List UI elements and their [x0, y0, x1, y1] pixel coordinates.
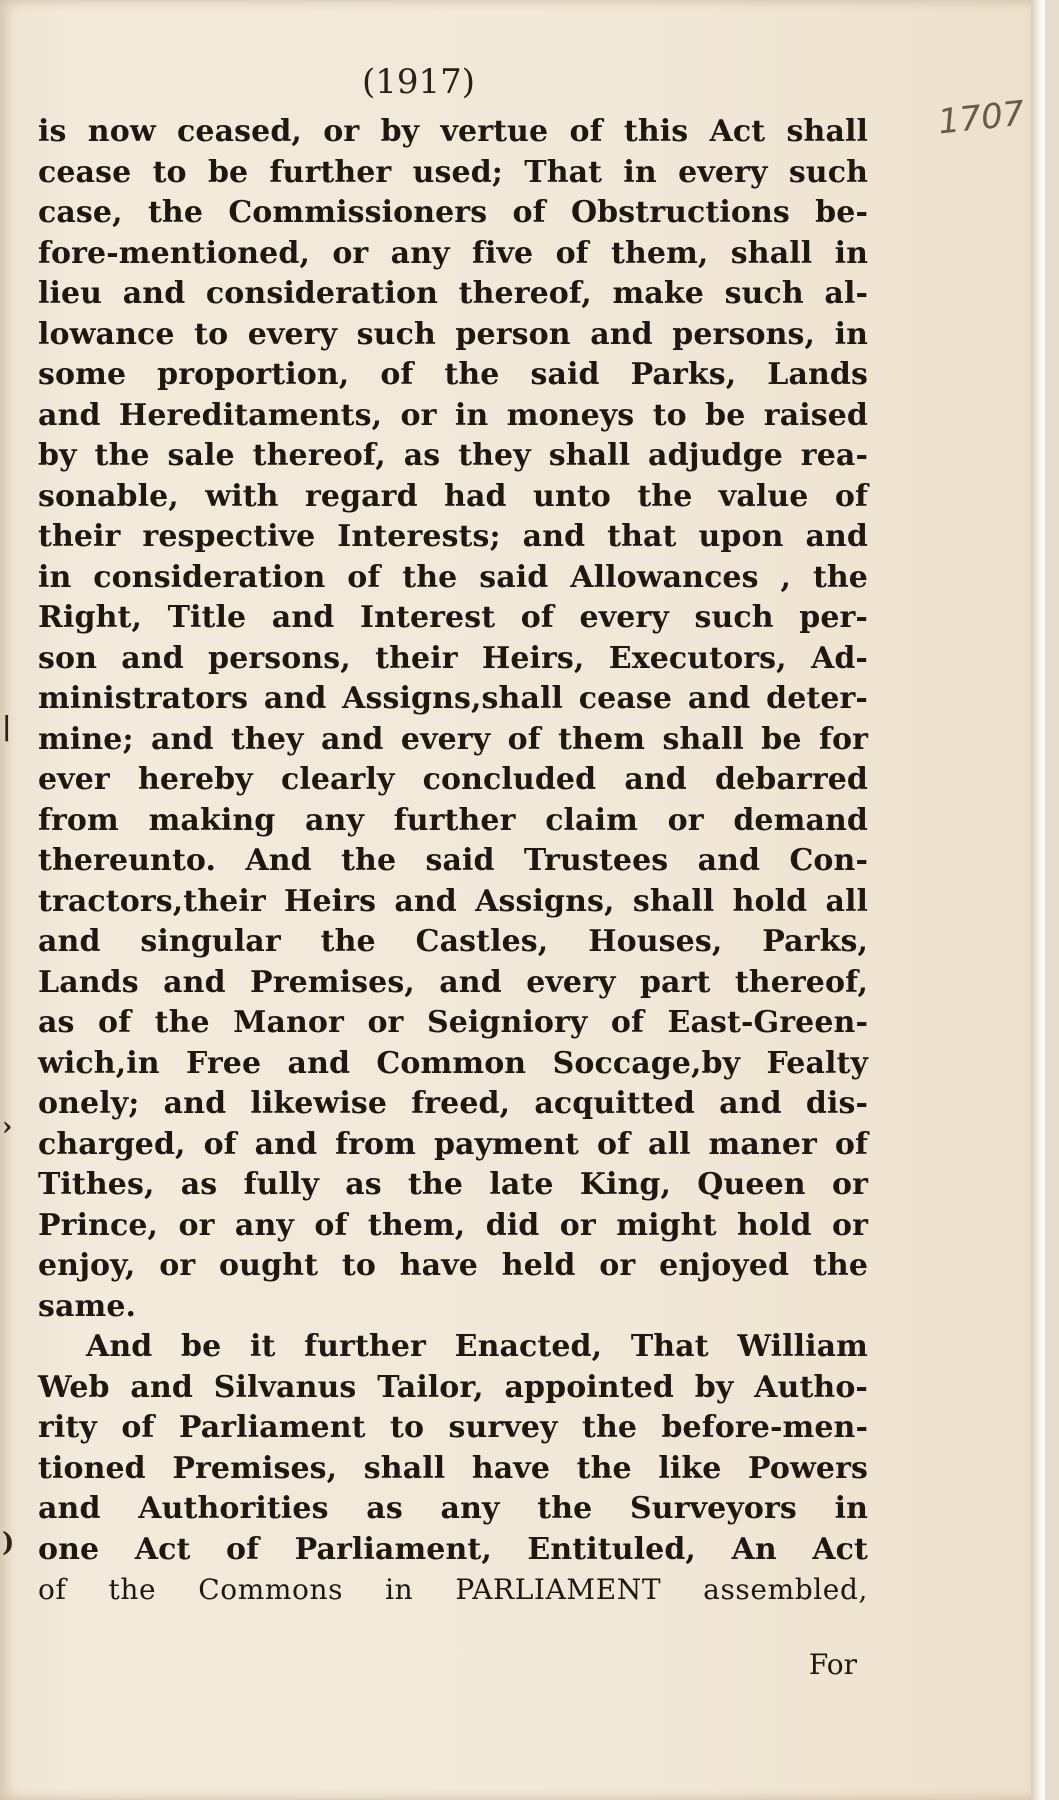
catchword: For — [808, 1648, 857, 1681]
text-line: charged, of and from payment of all maner of — [38, 1126, 868, 1162]
text-line: case, the Commissioners of Obstructions be- — [38, 195, 868, 230]
text-line: rity of Parliament to survey the before-men- — [38, 1410, 868, 1445]
page-number: (1917) — [362, 62, 476, 102]
text-line: is now ceased, or by vertue of this Act shall — [38, 114, 868, 149]
text-line: And be it further Enacted, That William — [86, 1329, 868, 1364]
text-line: mine; and they and every of them shall be for — [38, 721, 868, 757]
text-line: thereunto. And the said Trustees and Con- — [38, 843, 868, 878]
text-line: enjoy, or ought to have held or enjoyed the — [38, 1248, 868, 1283]
text-line: as of the Manor or Seigniory of East-Green- — [38, 1005, 868, 1040]
margin-mark: | — [2, 712, 12, 742]
text-line: onely; and likewise freed, acquitted and dis- — [38, 1086, 868, 1121]
text-line: tioned Premises, shall have the like Powers — [38, 1450, 868, 1486]
text-line: ever hereby clearly concluded and debarred — [38, 762, 868, 797]
text-line: sonable, with regard had unto the value of — [38, 478, 868, 514]
handwritten-annotation: 1707 — [936, 93, 1027, 143]
text-line: some proportion, of the said Parks, Lands — [38, 357, 868, 392]
text-line: in consideration of the said Allowances , the — [38, 559, 868, 595]
text-line: and Authorities as any the Surveyors in — [38, 1491, 868, 1526]
text-line: of the Commons in PARLIAMENT assembled, — [38, 1573, 868, 1606]
text-line: and Hereditaments, or in moneys to be raised — [38, 397, 868, 433]
text-line: wich,in Free and Common Soccage,by Fealty — [38, 1045, 868, 1081]
text-line: one Act of Parliament, Entituled, An Act — [38, 1531, 868, 1567]
text-line: Tithes, as fully as the late King, Queen or — [38, 1167, 868, 1202]
text-line: by the sale thereof, as they shall adjudge rea- — [38, 438, 868, 473]
text-line: lieu and consideration thereof, make such al- — [38, 276, 868, 311]
text-line: their respective Interests; and that upon and — [38, 519, 868, 554]
text-line: same. — [38, 1288, 137, 1324]
text-line: cease to be further used; That in every such — [38, 154, 868, 190]
text-line: Web and Silvanus Tailor, appointed by Autho- — [38, 1369, 868, 1405]
text-line: ministrators and Assigns,shall cease and deter- — [38, 681, 868, 716]
body-text — [38, 112, 868, 1611]
text-line: Lands and Premises, and every part thereof, — [38, 964, 868, 1000]
text-line: lowance to every such person and persons, in — [38, 316, 868, 352]
text-line: Prince, or any of them, did or might hold or — [38, 1207, 868, 1243]
text-line: from making any further claim or demand — [38, 802, 868, 838]
margin-mark: › — [2, 1112, 13, 1142]
text-line: son and persons, their Heirs, Executors, Ad- — [38, 640, 868, 676]
text-line: fore-mentioned, or any five of them, shall in — [38, 235, 868, 271]
text-line: tractors,their Heirs and Assigns, shall hold all — [38, 883, 868, 919]
text-line: and singular the Castles, Houses, Parks, — [38, 924, 868, 959]
page-edge — [1031, 0, 1045, 1800]
margin-mark: ) — [2, 1528, 15, 1558]
text-line: Right, Title and Interest of every such per- — [38, 600, 868, 635]
